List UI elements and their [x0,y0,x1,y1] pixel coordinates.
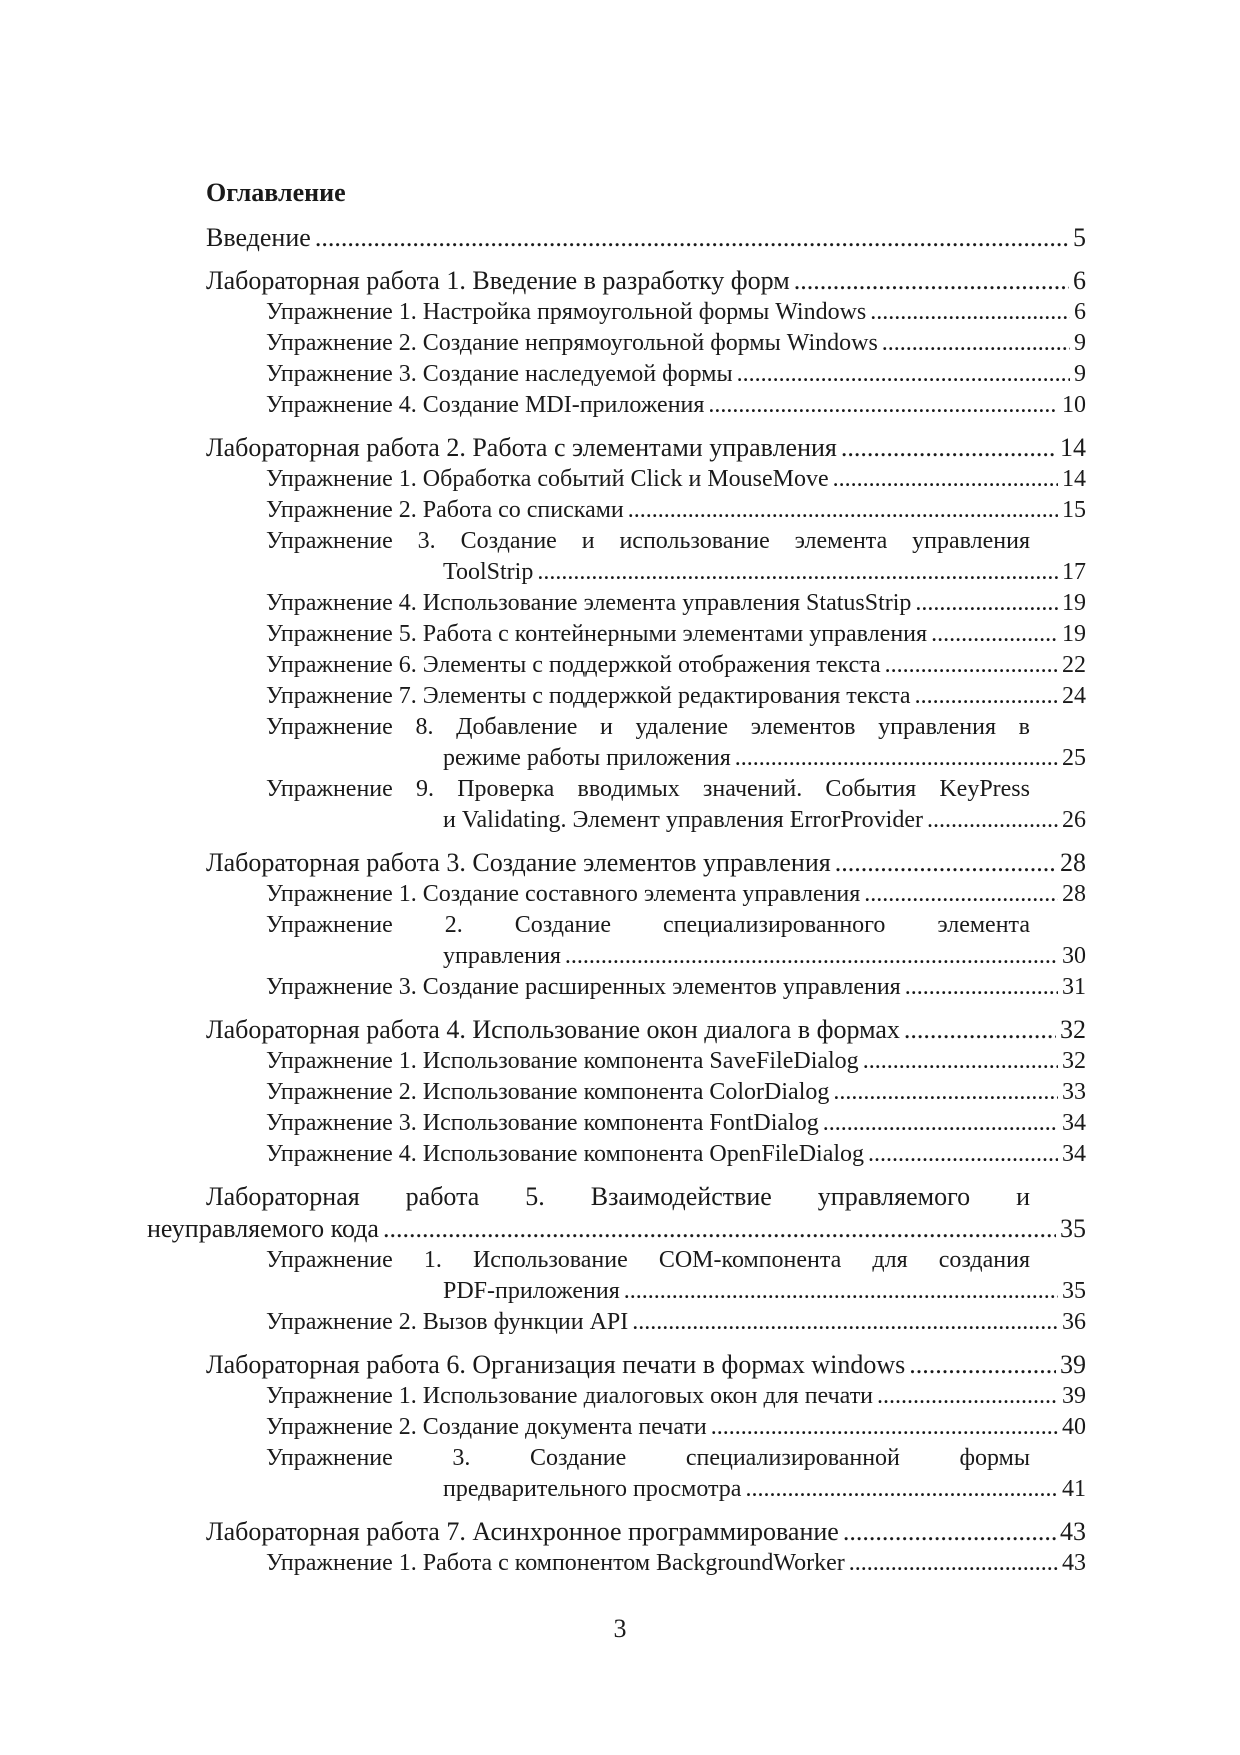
toc-page-number: 17 [1062,559,1086,585]
toc-exercise-entry [266,1307,1086,1338]
toc-page-number: 22 [1062,652,1086,678]
toc-chapter-entry [206,1516,1086,1548]
dot-leader [711,1412,1058,1443]
toc-entry-text: Упражнение 2. Вызов функции API [266,1309,629,1335]
toc-entry-text: Лабораторная работа 4. Использование окон диалога в формах [206,1015,900,1044]
toc-entry-text: Введение [206,223,311,252]
toc-entry-continuation [443,805,1086,836]
toc-page-number: 36 [1062,1309,1086,1335]
toc-exercise-entry [266,879,1086,910]
dot-leader [927,805,1058,836]
toc-entry-text: Лабораторная работа 2. Работа с элементами управления [206,433,837,462]
toc-page-number: 33 [1062,1079,1086,1105]
toc-entry-text: Упражнение 2. Создание непрямоугольной формы Windows [266,330,878,356]
toc-exercise-entry [266,1077,1086,1108]
toc-exercise-entry [266,1548,1086,1579]
dot-leader [915,681,1058,712]
toc-entry-text: предварительного просмотра [443,1476,742,1502]
toc-chapter-entry [206,1014,1086,1046]
dot-leader [632,1307,1058,1338]
toc-entry-text: управления [443,943,561,969]
toc-exercise-entry [266,1412,1086,1443]
dot-leader [904,1014,1056,1046]
toc-exercise-entry [266,1139,1086,1170]
toc-page-number: 19 [1062,590,1086,616]
toc-chapter-entry [206,1349,1086,1381]
toc-entry-text: Упражнение 1. Использование диалоговых окон для печати [266,1383,874,1409]
toc-chapter-entry [206,265,1086,297]
dot-leader [835,847,1056,879]
toc-page-number: 34 [1062,1110,1086,1136]
toc-exercise-entry [266,390,1086,421]
dot-leader [833,464,1058,495]
dot-leader [794,265,1069,297]
toc-page-number: 9 [1074,361,1086,387]
toc-entry-text: Упражнение 2. Создание документа печати [266,1414,707,1440]
dot-leader [565,941,1058,972]
table-of-contents [0,222,1240,1579]
toc-page-number: 35 [1062,1278,1086,1304]
toc-entry-text: Лабораторная работа 7. Асинхронное программирование [206,1517,839,1546]
toc-entry-text: Упражнение 6. Элементы с поддержкой отображения текста [266,652,881,678]
toc-page-number: 32 [1062,1048,1086,1074]
toc-entry-continuation [443,941,1086,972]
toc-entry-continuation [443,1474,1086,1505]
toc-chapter-entry [206,222,1086,254]
toc-page-number: 35 [1060,1214,1086,1243]
toc-entry-continuation [443,557,1086,588]
toc-exercise-entry [266,495,1086,526]
dot-leader [931,619,1058,650]
toc-title: Оглавление [206,178,346,207]
toc-exercise-entry [266,972,1086,1003]
dot-leader [882,328,1070,359]
toc-entry-text: Упражнение 1. Работа с компонентом BackgroundWorker [266,1550,845,1576]
toc-entry-text: Упражнение 4. Создание MDI-приложения [266,392,705,418]
toc-page-number: 39 [1062,1383,1086,1409]
dot-leader [849,1548,1058,1579]
toc-page-number: 5 [1073,223,1086,252]
dot-leader [885,650,1058,681]
toc-entry-text: Упражнение 3. Создание расширенных элементов управления [266,974,901,1000]
toc-entry-text: Упражнение 4. Использование элемента управления StatusStrip [266,590,912,616]
dot-leader [537,557,1058,588]
toc-entry-text: режиме работы приложения [443,745,731,771]
toc-entry-text: неуправляемого кода [147,1214,379,1243]
toc-exercise-title: Упражнение 1. Использование COM-компонента для создания [266,1247,1030,1273]
toc-exercise-entry [266,681,1086,712]
toc-entry-text: Упражнение 3. Использование компонента FontDialog [266,1110,819,1136]
toc-page-number: 32 [1060,1015,1086,1044]
toc-entry-text: Лабораторная работа 6. Организация печати в формах windows [206,1350,906,1379]
toc-exercise-title: Упражнение 3. Создание и использование элемента управления [266,528,1030,554]
toc-entry-text: Упражнение 3. Создание наследуемой формы [266,361,733,387]
toc-exercise-title: Упражнение 2. Создание специализированного элемента [266,912,1030,938]
toc-entry-text: Упражнение 5. Работа с контейнерными элементами управления [266,621,928,647]
toc-entry-text: Лабораторная работа 3. Создание элементов управления [206,848,831,877]
toc-page-number: 25 [1062,745,1086,771]
toc-page-number: 28 [1062,881,1086,907]
dot-leader [909,1349,1056,1381]
toc-entry-text: Упражнение 1. Создание составного элемента управления [266,881,861,907]
toc-page-number: 9 [1074,330,1086,356]
dot-leader [843,1516,1056,1548]
dot-leader [877,1381,1058,1412]
dot-leader [737,359,1070,390]
toc-entry-continuation [443,1276,1086,1307]
toc-page-number: 24 [1062,683,1086,709]
toc-entry-continuation [443,743,1086,774]
dot-leader [863,1046,1058,1077]
toc-exercise-entry [266,588,1086,619]
toc-entry-text: и Validating. Элемент управления ErrorProvider [443,807,923,833]
toc-exercise-title: Упражнение 3. Создание специализированной формы [266,1445,1030,1471]
toc-chapter-entry [206,847,1086,879]
toc-entry-text: Упражнение 1. Использование компонента SaveFileDialog [266,1048,859,1074]
toc-page-number: 6 [1074,299,1086,325]
dot-leader [383,1213,1056,1245]
toc-page-number: 39 [1060,1350,1086,1379]
dot-leader [735,743,1058,774]
toc-page-number: 43 [1062,1550,1086,1576]
toc-entry-text: PDF-приложения [443,1278,620,1304]
toc-exercise-entry [266,1381,1086,1412]
toc-exercise-entry [266,297,1086,328]
toc-entry-text: ToolStrip [443,559,534,585]
toc-chapter-title: Лабораторная работа 5. Взаимодействие управляемого и [206,1182,1030,1211]
toc-page-number: 41 [1062,1476,1086,1502]
toc-exercise-entry [266,464,1086,495]
toc-page-number: 30 [1062,943,1086,969]
toc-page-number: 10 [1062,392,1086,418]
toc-page-number: 26 [1062,807,1086,833]
dot-leader [708,390,1058,421]
toc-page-number: 34 [1062,1141,1086,1167]
dot-leader [833,1077,1058,1108]
dot-leader [905,972,1058,1003]
toc-page-number: 14 [1060,433,1086,462]
dot-leader [628,495,1058,526]
toc-exercise-title: Упражнение 9. Проверка вводимых значений. События KeyPress [266,776,1030,802]
dot-leader [915,588,1058,619]
dot-leader [745,1474,1058,1505]
toc-page-number: 14 [1062,466,1086,492]
page-number: 3 [613,1614,627,1643]
toc-entry-continuation [147,1213,1086,1245]
dot-leader [315,222,1069,254]
toc-chapter-entry [206,432,1086,464]
toc-entry-text: Упражнение 2. Работа со списками [266,497,624,523]
dot-leader [868,1139,1058,1170]
toc-exercise-entry [266,619,1086,650]
toc-entry-text: Упражнение 1. Настройка прямоугольной формы Windows [266,299,867,325]
toc-page-number: 19 [1062,621,1086,647]
dot-leader [864,879,1058,910]
toc-page-number: 28 [1060,848,1086,877]
toc-page-number: 31 [1062,974,1086,1000]
toc-entry-text: Упражнение 2. Использование компонента ColorDialog [266,1079,830,1105]
toc-entry-text: Упражнение 4. Использование компонента OpenFileDialog [266,1141,865,1167]
toc-entry-text: Лабораторная работа 1. Введение в разработку форм [206,266,790,295]
toc-entry-text: Упражнение 1. Обработка событий Click и MouseMove [266,466,829,492]
dot-leader [823,1108,1058,1139]
toc-exercise-entry [266,650,1086,681]
dot-leader [841,432,1056,464]
toc-page-number: 40 [1062,1414,1086,1440]
toc-exercise-entry [266,359,1086,390]
toc-exercise-entry [266,1108,1086,1139]
toc-page-number: 6 [1073,266,1086,295]
dot-leader [624,1276,1058,1307]
toc-page-number: 43 [1060,1517,1086,1546]
toc-exercise-entry [266,1046,1086,1077]
toc-page-number: 15 [1062,497,1086,523]
dot-leader [870,297,1070,328]
toc-exercise-title: Упражнение 8. Добавление и удаление элементов управления в [266,714,1030,740]
toc-exercise-entry [266,328,1086,359]
toc-entry-text: Упражнение 7. Элементы с поддержкой редактирования текста [266,683,911,709]
